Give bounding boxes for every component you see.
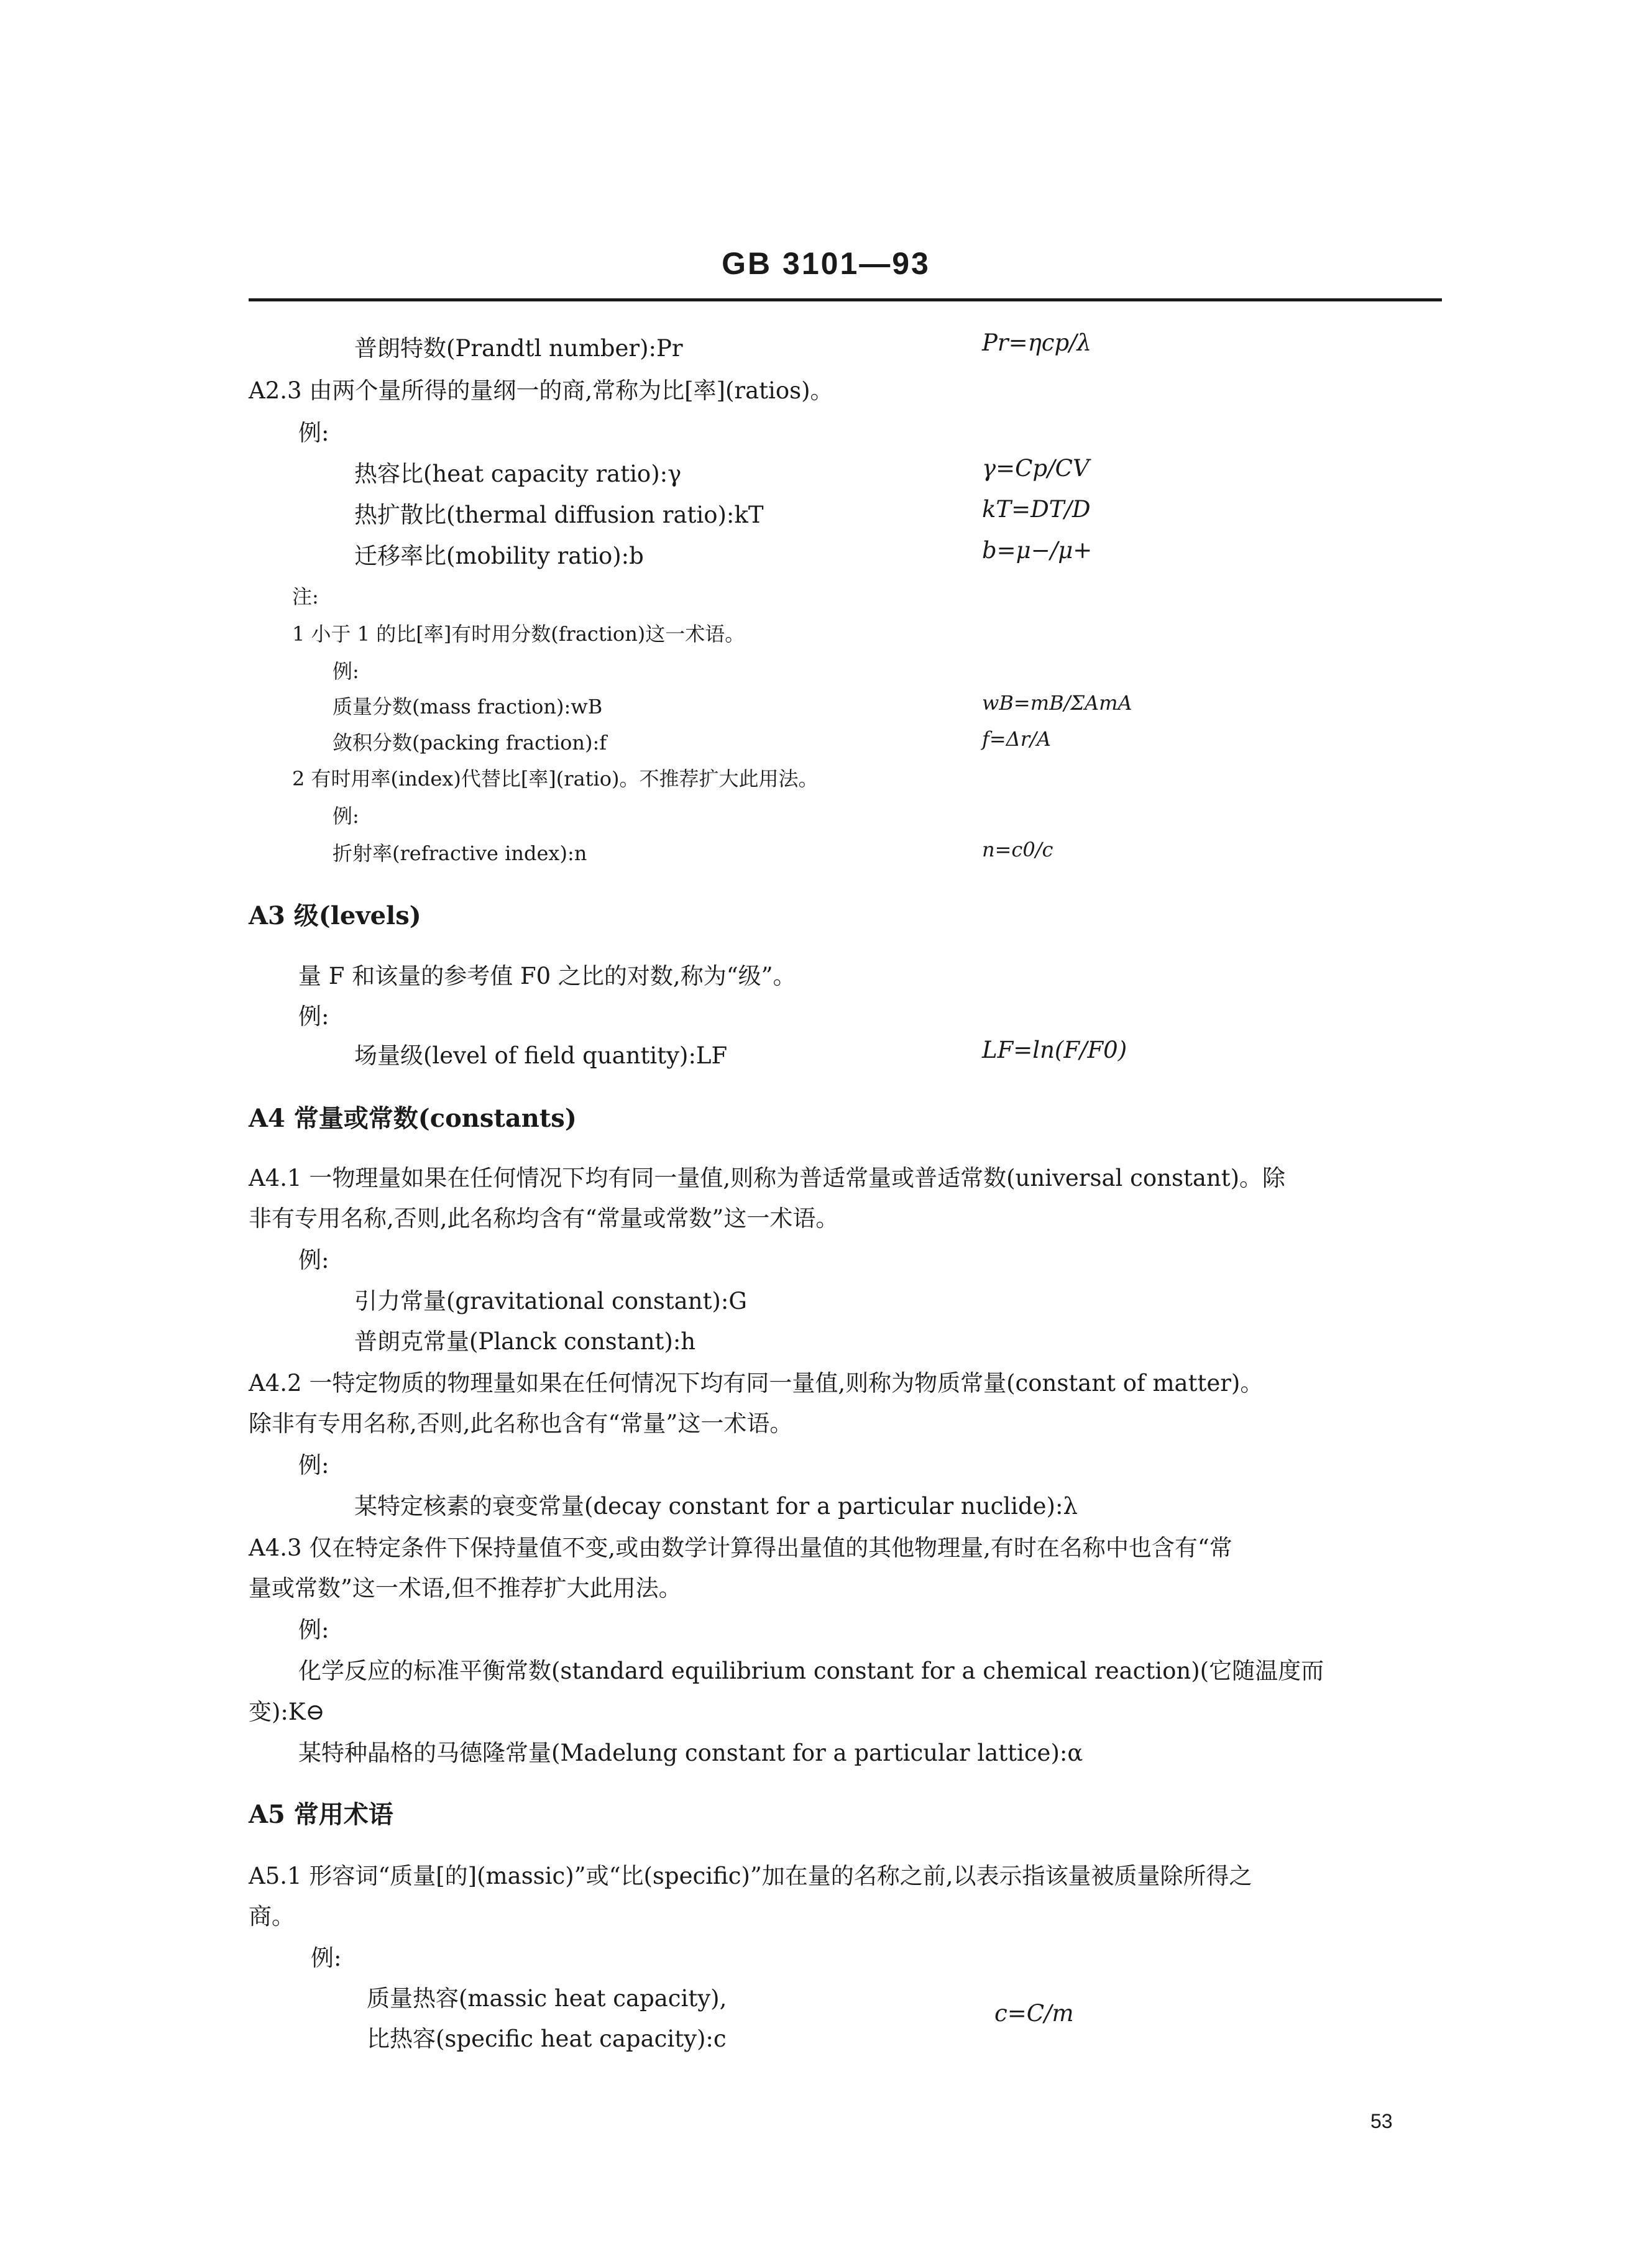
formula-c: c=C/m [994, 2000, 1074, 2027]
example-label: 例: [333, 804, 359, 828]
paragraph-a3: 量 F 和该量的参考值 F0 之比的对数,称为“级”。 [298, 963, 796, 989]
term-refractive-index: 折射率(refractive index):n [333, 842, 587, 865]
paragraph-a4-1: A4.1 一物理量如果在任何情况下均有同一量值,则称为普适常量或普适常数(universal constant)。除 [249, 1165, 1286, 1191]
header-rule [249, 298, 1442, 301]
term-level-field-quantity: 场量级(level of field quantity):LF [354, 1042, 728, 1069]
example-label: 例: [333, 659, 359, 683]
formula-kt: kT=DT/D [982, 496, 1091, 523]
paragraph-a4-3: A4.3 仅在特定条件下保持量值不变,或由数学计算得出量值的其他物理量,有时在名称中也含有“常 [249, 1534, 1232, 1561]
paragraph-a5-1: A5.1 形容词“质量[的](massic)”或“比(specific)”加在量的名称之前,以表示指该量被质量除所得之 [249, 1863, 1252, 1889]
example-label: 例: [298, 1247, 329, 1273]
paragraph-a4-2: A4.2 一特定物质的物理量如果在任何情况下均有同一量值,则称为物质常量(constant of matter)。 [249, 1370, 1264, 1396]
paragraph-a4-2-cont: 除非有专用名称,否则,此名称也含有“常量”这一术语。 [249, 1410, 793, 1437]
term-decay-constant: 某特定核素的衰变常量(decay constant for a particular nuclide):λ [354, 1493, 1078, 1520]
formula-prandtl: Pr=ηcp/λ [982, 329, 1092, 356]
paragraph-a4-1-cont: 非有专用名称,否则,此名称均含有“常量或常数”这一术语。 [249, 1205, 839, 1232]
note-1: 1 小于 1 的比[率]有时用分数(fraction)这一术语。 [292, 622, 745, 646]
term-mass-fraction: 质量分数(mass fraction):wB [333, 695, 603, 718]
term-standard-equilibrium-constant-cont: 变):K⊖ [249, 1699, 325, 1725]
page-number: 53 [1370, 2110, 1393, 2132]
formula-n: n=c0/c [982, 838, 1053, 861]
paragraph-a5-1-cont: 商。 [249, 1903, 295, 1930]
term-mobility-ratio: 迁移率比(mobility ratio):b [354, 543, 644, 569]
paragraph-a4-3-cont: 量或常数”这一术语,但不推荐扩大此用法。 [249, 1575, 682, 1602]
section-a5: A5 常用术语 [249, 1800, 393, 1829]
term-standard-equilibrium-constant: 化学反应的标准平衡常数(standard equilibrium constant for a chemical reaction)(它随温度而 [298, 1658, 1324, 1684]
term-planck-constant: 普朗克常量(Planck constant):h [354, 1328, 696, 1355]
example-label: 例: [311, 1945, 342, 1971]
term-packing-fraction: 敛积分数(packing fraction):f [333, 731, 607, 754]
example-label: 例: [298, 1452, 329, 1479]
formula-lf: LF=ln(F/F0) [982, 1037, 1127, 1063]
note-label: 注: [292, 585, 319, 608]
section-a3: A3 级(levels) [249, 901, 421, 930]
term-massic-heat-capacity: 质量热容(massic heat capacity), [367, 1985, 727, 2012]
term-specific-heat-capacity: 比热容(specific heat capacity):c [367, 2025, 727, 2052]
formula-f: f=Δr/A [982, 727, 1051, 751]
note-2: 2 有时用率(index)代替比[率](ratio)。不推荐扩大此用法。 [292, 767, 819, 791]
formula-b: b=μ−/μ+ [982, 537, 1093, 564]
term-prandtl: 普朗特数(Prandtl number):Pr [354, 335, 683, 362]
term-thermal-diffusion-ratio: 热扩散比(thermal diffusion ratio):kT [354, 502, 764, 528]
section-a4: A4 常量或常数(constants) [249, 1104, 577, 1133]
section-a2-3: A2.3 由两个量所得的量纲一的商,常称为比[率](ratios)。 [249, 377, 833, 404]
page-header: GB 3101—93 [722, 246, 930, 281]
example-label: 例: [298, 1617, 329, 1643]
formula-wb: wB=mB/ΣAmA [982, 691, 1132, 715]
formula-gamma: γ=Cp/CV [982, 455, 1090, 482]
term-madelung-constant: 某特种晶格的马德隆常量(Madelung constant for a particular lattice):α [298, 1740, 1083, 1766]
example-label: 例: [298, 420, 329, 446]
term-gravitational-constant: 引力常量(gravitational constant):G [354, 1288, 747, 1314]
term-heat-capacity-ratio: 热容比(heat capacity ratio):γ [354, 461, 682, 487]
example-label: 例: [298, 1003, 329, 1030]
